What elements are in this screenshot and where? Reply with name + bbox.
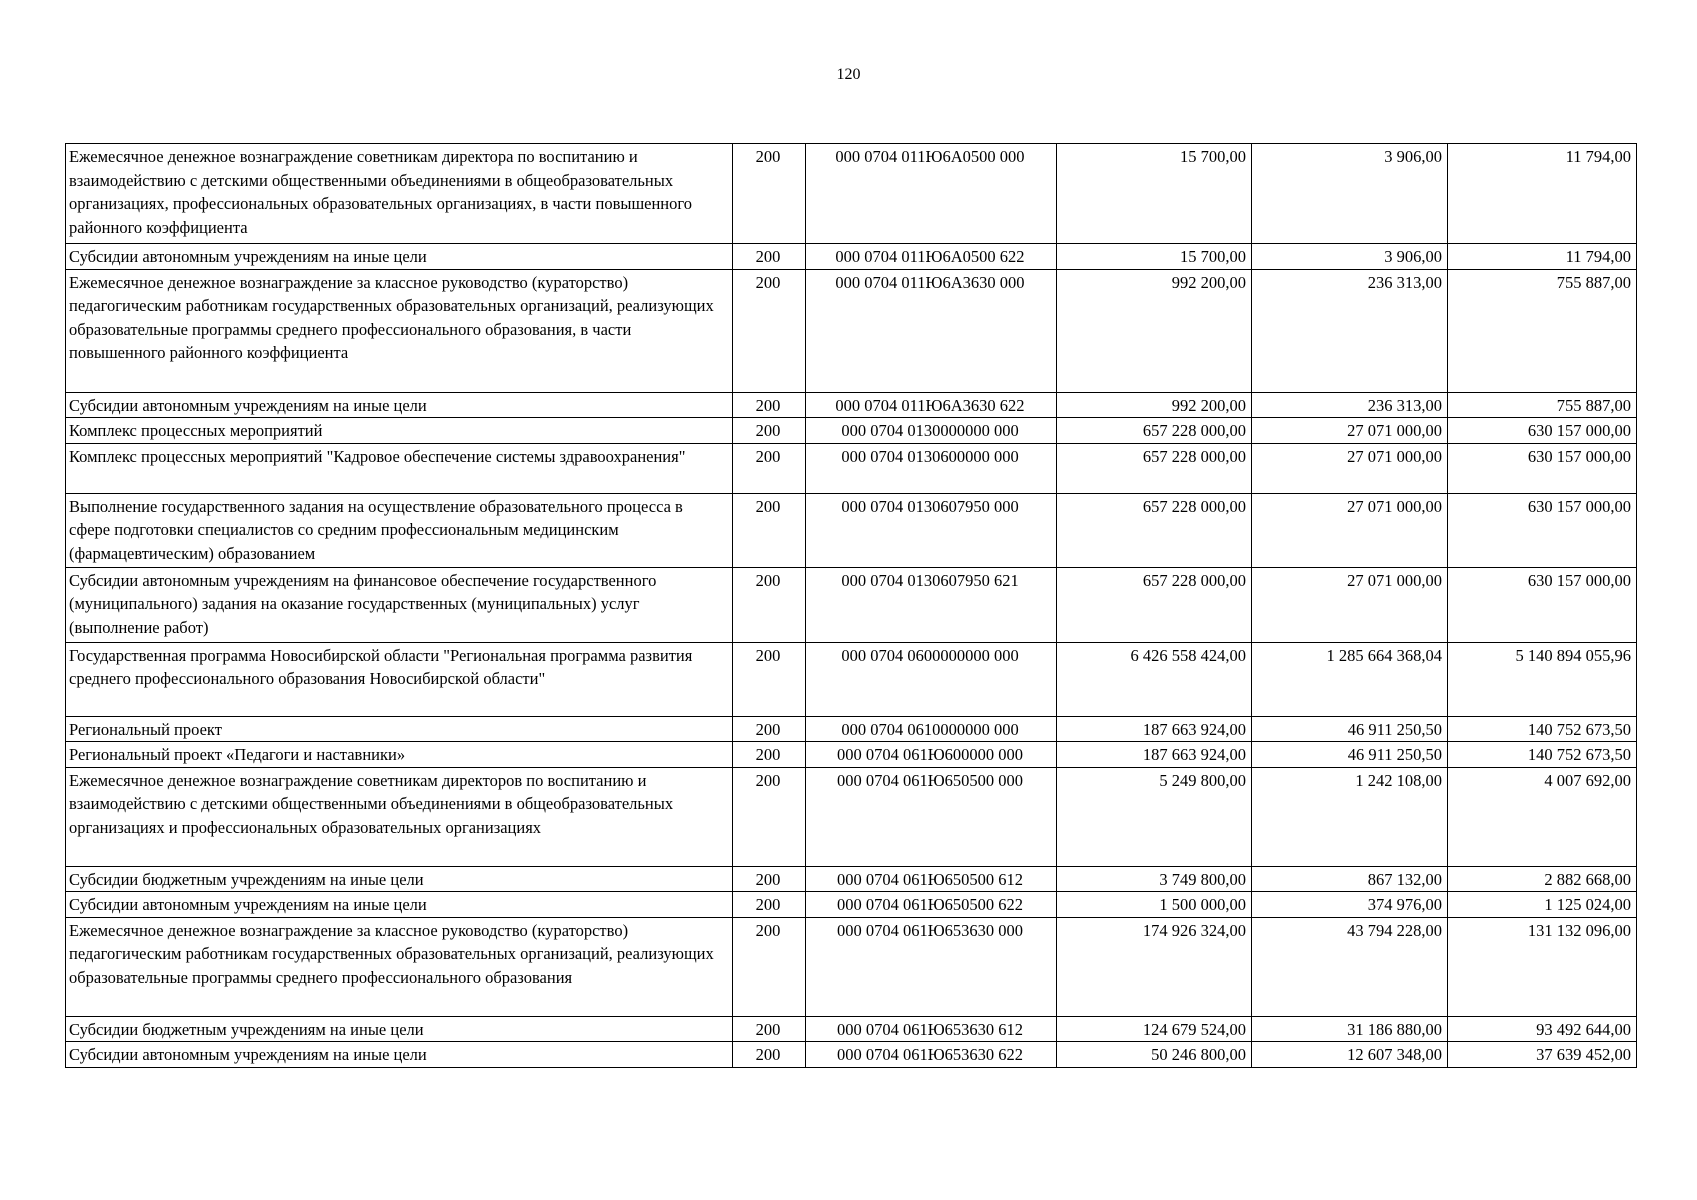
row-name: Субсидии автономным учреждениям на финансовое обеспечение государственного (муниципального) задания на оказание государственных (муниципальных) услуг (выполнение работ) bbox=[66, 567, 733, 642]
row-approved: 657 228 000,00 bbox=[1057, 418, 1252, 444]
budget-table bbox=[65, 143, 1637, 1068]
row-executed: 374 976,00 bbox=[1252, 892, 1448, 918]
row-approved: 992 200,00 bbox=[1057, 392, 1252, 418]
table-row bbox=[66, 767, 1637, 866]
table-row bbox=[66, 716, 1637, 742]
row-kbk: 000 0704 061Ю650500 622 bbox=[806, 892, 1057, 918]
row-unexecuted: 755 887,00 bbox=[1448, 392, 1637, 418]
row-unexecuted: 630 157 000,00 bbox=[1448, 418, 1637, 444]
row-kbk: 000 0704 0130000000 000 bbox=[806, 418, 1057, 444]
row-code: 200 bbox=[733, 418, 806, 444]
row-kbk: 000 0704 011Ю6А0500 000 bbox=[806, 144, 1057, 244]
row-code: 200 bbox=[733, 1016, 806, 1042]
row-approved: 992 200,00 bbox=[1057, 269, 1252, 392]
row-approved: 657 228 000,00 bbox=[1057, 493, 1252, 567]
row-approved: 5 249 800,00 bbox=[1057, 767, 1252, 866]
table-row bbox=[66, 493, 1637, 567]
row-approved: 1 500 000,00 bbox=[1057, 892, 1252, 918]
row-code: 200 bbox=[733, 244, 806, 270]
table-row bbox=[66, 269, 1637, 392]
row-unexecuted: 630 157 000,00 bbox=[1448, 443, 1637, 493]
row-kbk: 000 0704 0130607950 000 bbox=[806, 493, 1057, 567]
row-executed: 3 906,00 bbox=[1252, 144, 1448, 244]
row-name: Ежемесячное денежное вознаграждение советникам директоров по воспитанию и взаимодействию с детскими общественными объединениями в общеобразовательных организациях и профессиональных образовательных организациях bbox=[66, 767, 733, 866]
row-kbk: 000 0704 0130607950 621 bbox=[806, 567, 1057, 642]
table-row bbox=[66, 392, 1637, 418]
row-unexecuted: 140 752 673,50 bbox=[1448, 716, 1637, 742]
row-approved: 6 426 558 424,00 bbox=[1057, 642, 1252, 716]
row-executed: 46 911 250,50 bbox=[1252, 716, 1448, 742]
table-row bbox=[66, 144, 1637, 244]
page-number: 120 bbox=[836, 66, 861, 83]
row-approved: 15 700,00 bbox=[1057, 144, 1252, 244]
row-approved: 174 926 324,00 bbox=[1057, 917, 1252, 1016]
row-approved: 187 663 924,00 bbox=[1057, 742, 1252, 768]
row-code: 200 bbox=[733, 144, 806, 244]
row-executed: 43 794 228,00 bbox=[1252, 917, 1448, 1016]
table-row bbox=[66, 244, 1637, 270]
row-kbk: 000 0704 061Ю650500 000 bbox=[806, 767, 1057, 866]
table-row bbox=[66, 418, 1637, 444]
row-name: Ежемесячное денежное вознаграждение за классное руководство (кураторство) педагогическим работникам государственных образовательных организаций, реализующих образовательные программы среднего профессионального образования bbox=[66, 917, 733, 1016]
row-name: Субсидии бюджетным учреждениям на иные цели bbox=[66, 1016, 733, 1042]
row-kbk: 000 0704 011Ю6А0500 622 bbox=[806, 244, 1057, 270]
row-name: Комплекс процессных мероприятий "Кадровое обеспечение системы здравоохранения" bbox=[66, 443, 733, 493]
row-code: 200 bbox=[733, 716, 806, 742]
row-unexecuted: 755 887,00 bbox=[1448, 269, 1637, 392]
row-unexecuted: 4 007 692,00 bbox=[1448, 767, 1637, 866]
row-code: 200 bbox=[733, 917, 806, 1016]
table-row bbox=[66, 443, 1637, 493]
row-approved: 187 663 924,00 bbox=[1057, 716, 1252, 742]
row-code: 200 bbox=[733, 493, 806, 567]
row-kbk: 000 0704 061Ю653630 612 bbox=[806, 1016, 1057, 1042]
table-row bbox=[66, 642, 1637, 716]
row-code: 200 bbox=[733, 567, 806, 642]
row-name: Региональный проект «Педагоги и наставники» bbox=[66, 742, 733, 768]
row-unexecuted: 11 794,00 bbox=[1448, 244, 1637, 270]
row-kbk: 000 0704 0600000000 000 bbox=[806, 642, 1057, 716]
row-kbk: 000 0704 061Ю650500 612 bbox=[806, 866, 1057, 892]
row-name: Государственная программа Новосибирской области "Региональная программа развития среднего профессионального образования Новосибирской области" bbox=[66, 642, 733, 716]
row-code: 200 bbox=[733, 392, 806, 418]
row-executed: 236 313,00 bbox=[1252, 392, 1448, 418]
table-row bbox=[66, 917, 1637, 1016]
row-approved: 3 749 800,00 bbox=[1057, 866, 1252, 892]
row-kbk: 000 0704 061Ю653630 622 bbox=[806, 1042, 1057, 1068]
row-name: Ежемесячное денежное вознаграждение советникам директора по воспитанию и взаимодействию с детскими общественными объединениями в общеобразовательных организациях, профессиональных образовательных организациях, в части повышенного районного коэффициента bbox=[66, 144, 733, 244]
row-approved: 124 679 524,00 bbox=[1057, 1016, 1252, 1042]
row-name: Субсидии автономным учреждениям на иные цели bbox=[66, 244, 733, 270]
row-unexecuted: 37 639 452,00 bbox=[1448, 1042, 1637, 1068]
row-executed: 867 132,00 bbox=[1252, 866, 1448, 892]
row-code: 200 bbox=[733, 892, 806, 918]
row-executed: 1 285 664 368,04 bbox=[1252, 642, 1448, 716]
table-row bbox=[66, 567, 1637, 642]
row-executed: 3 906,00 bbox=[1252, 244, 1448, 270]
row-approved: 657 228 000,00 bbox=[1057, 443, 1252, 493]
row-code: 200 bbox=[733, 642, 806, 716]
row-name: Комплекс процессных мероприятий bbox=[66, 418, 733, 444]
row-executed: 31 186 880,00 bbox=[1252, 1016, 1448, 1042]
row-executed: 12 607 348,00 bbox=[1252, 1042, 1448, 1068]
table-row bbox=[66, 892, 1637, 918]
row-unexecuted: 630 157 000,00 bbox=[1448, 493, 1637, 567]
row-code: 200 bbox=[733, 767, 806, 866]
row-code: 200 bbox=[733, 742, 806, 768]
table-row bbox=[66, 1016, 1637, 1042]
row-code: 200 bbox=[733, 866, 806, 892]
row-kbk: 000 0704 011Ю6А3630 000 bbox=[806, 269, 1057, 392]
row-name: Субсидии бюджетным учреждениям на иные цели bbox=[66, 866, 733, 892]
row-unexecuted: 140 752 673,50 bbox=[1448, 742, 1637, 768]
table-row bbox=[66, 1042, 1637, 1068]
row-kbk: 000 0704 061Ю653630 000 bbox=[806, 917, 1057, 1016]
row-executed: 27 071 000,00 bbox=[1252, 418, 1448, 444]
row-executed: 46 911 250,50 bbox=[1252, 742, 1448, 768]
row-unexecuted: 2 882 668,00 bbox=[1448, 866, 1637, 892]
row-executed: 27 071 000,00 bbox=[1252, 567, 1448, 642]
row-unexecuted: 1 125 024,00 bbox=[1448, 892, 1637, 918]
row-approved: 15 700,00 bbox=[1057, 244, 1252, 270]
row-name: Субсидии автономным учреждениям на иные цели bbox=[66, 892, 733, 918]
row-approved: 50 246 800,00 bbox=[1057, 1042, 1252, 1068]
row-unexecuted: 5 140 894 055,96 bbox=[1448, 642, 1637, 716]
row-name: Ежемесячное денежное вознаграждение за классное руководство (кураторство) педагогическим работникам государственных образовательных организаций, реализующих образовательные программы среднего профессионального образования, в части повышенного районного коэффициента bbox=[66, 269, 733, 392]
row-unexecuted: 630 157 000,00 bbox=[1448, 567, 1637, 642]
row-name: Субсидии автономным учреждениям на иные цели bbox=[66, 392, 733, 418]
row-unexecuted: 93 492 644,00 bbox=[1448, 1016, 1637, 1042]
table-row bbox=[66, 866, 1637, 892]
row-executed: 236 313,00 bbox=[1252, 269, 1448, 392]
row-approved: 657 228 000,00 bbox=[1057, 567, 1252, 642]
row-name: Региональный проект bbox=[66, 716, 733, 742]
row-kbk: 000 0704 0610000000 000 bbox=[806, 716, 1057, 742]
row-name: Выполнение государственного задания на осуществление образовательного процесса в сфере подготовки специалистов со средним профессиональным медицинским (фармацевтическим) образованием bbox=[66, 493, 733, 567]
row-kbk: 000 0704 0130600000 000 bbox=[806, 443, 1057, 493]
row-name: Субсидии автономным учреждениям на иные цели bbox=[66, 1042, 733, 1068]
row-kbk: 000 0704 061Ю600000 000 bbox=[806, 742, 1057, 768]
row-kbk: 000 0704 011Ю6А3630 622 bbox=[806, 392, 1057, 418]
row-unexecuted: 11 794,00 bbox=[1448, 144, 1637, 244]
row-code: 200 bbox=[733, 269, 806, 392]
row-executed: 27 071 000,00 bbox=[1252, 443, 1448, 493]
row-code: 200 bbox=[733, 443, 806, 493]
table-row bbox=[66, 742, 1637, 768]
row-executed: 27 071 000,00 bbox=[1252, 493, 1448, 567]
row-code: 200 bbox=[733, 1042, 806, 1068]
row-executed: 1 242 108,00 bbox=[1252, 767, 1448, 866]
row-unexecuted: 131 132 096,00 bbox=[1448, 917, 1637, 1016]
